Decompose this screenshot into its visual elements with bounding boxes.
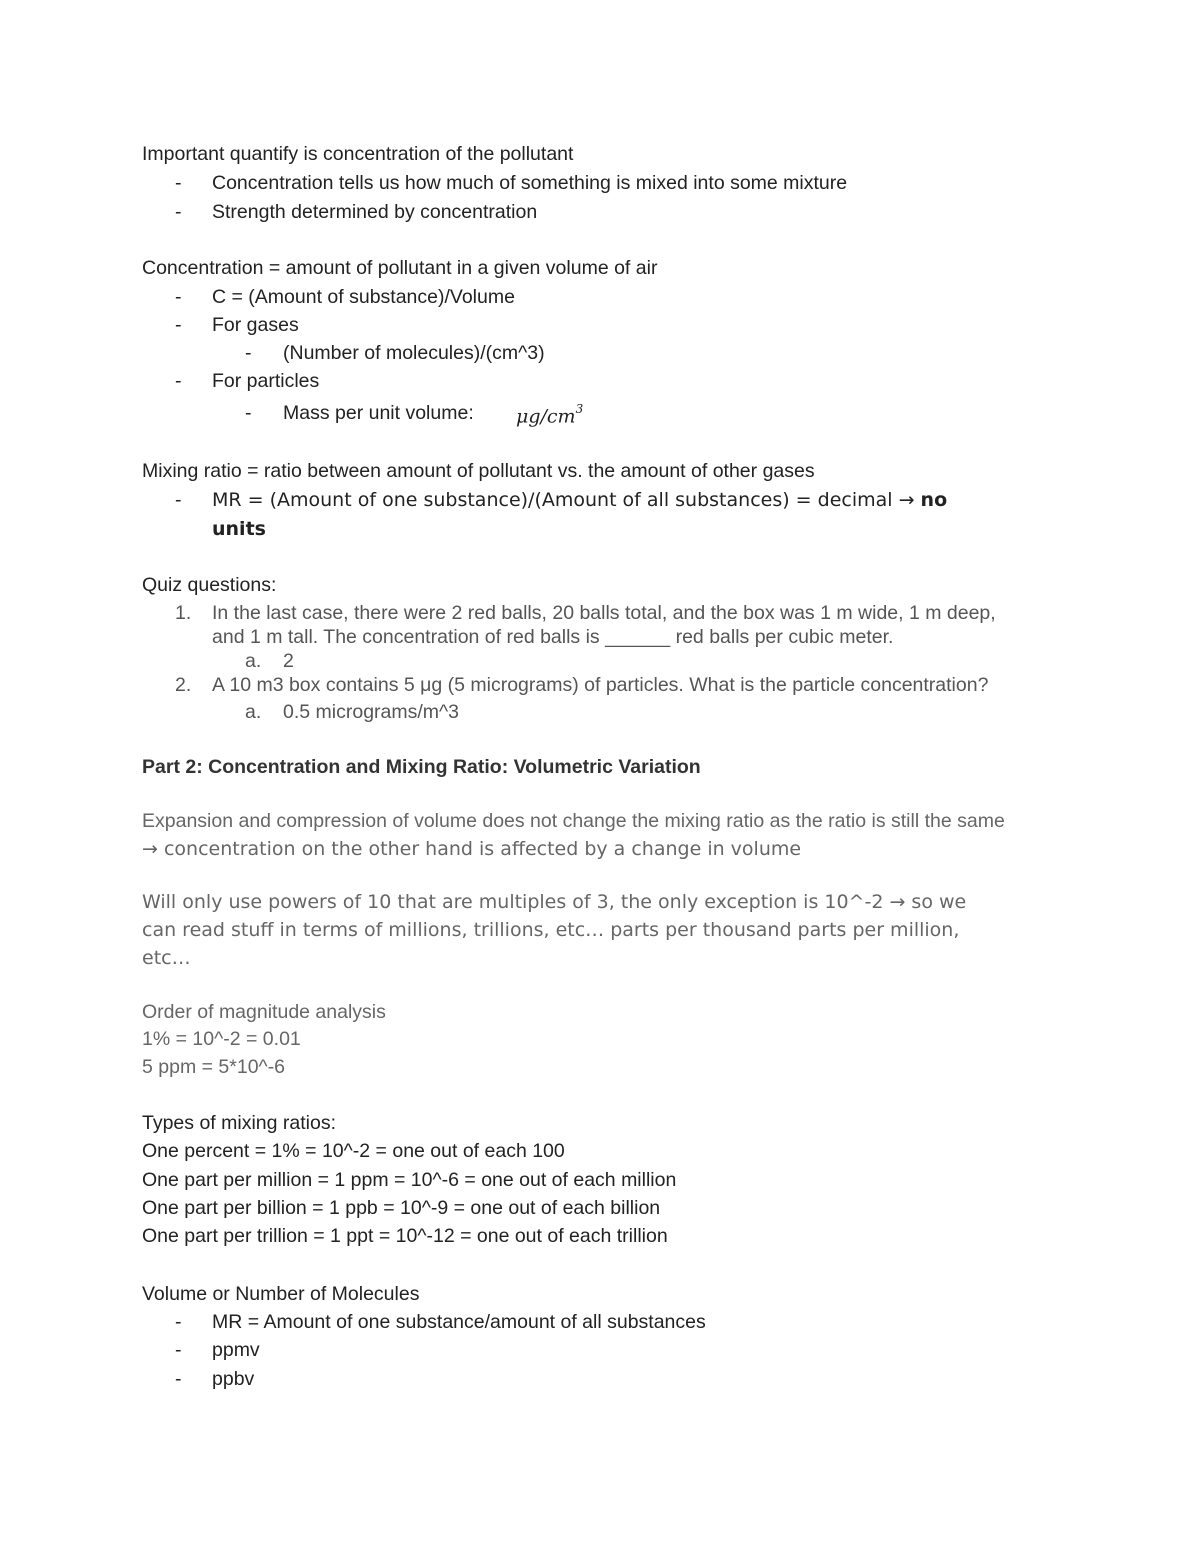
- part2-para2-line2: can read stuff in terms of millions, trillions, etc… parts per thousand parts per million,: [142, 919, 960, 941]
- no-units-bold: no: [920, 489, 948, 511]
- types-line-ppb: One part per billion = 1 ppb = 10^-9 = one out of each billion: [142, 1197, 661, 1219]
- part2-title: Part 2: Concentration and Mixing Ratio: Volumetric Variation: [142, 756, 701, 778]
- types-line-ppt: One part per trillion = 1 ppt = 10^-12 = one out of each trillion: [142, 1225, 668, 1247]
- block2-heading: Concentration = amount of pollutant in a given volume of air: [142, 257, 658, 279]
- bullet-dash: -: [175, 201, 182, 223]
- quiz-q2-answer-letter: a.: [245, 701, 262, 723]
- unit-formula-exponent: 3: [575, 402, 584, 416]
- quiz-q1-answer-letter: a.: [245, 650, 262, 672]
- block2-bullet-particles: For particles: [212, 370, 320, 392]
- volume-bullet-ppbv: ppbv: [212, 1368, 255, 1390]
- quiz-q2-answer: 0.5 micrograms/m^3: [283, 701, 460, 723]
- block1-bullet-2: Strength determined by concentration: [212, 201, 538, 223]
- magnitude-heading: Order of magnitude analysis: [142, 1001, 386, 1023]
- quiz-q2-line: A 10 m3 box contains 5 μg (5 micrograms) of particles. What is the particle concentration?: [212, 674, 989, 696]
- bullet-dash: -: [245, 342, 252, 364]
- part2-para1-line1: Expansion and compression of volume does not change the mixing ratio as the ratio is still the same: [142, 810, 1005, 832]
- quiz-heading: Quiz questions:: [142, 574, 277, 596]
- volume-heading: Volume or Number of Molecules: [142, 1283, 420, 1305]
- bullet-dash: -: [175, 314, 182, 336]
- bullet-dash: -: [175, 1311, 182, 1333]
- bullet-dash: -: [175, 1368, 182, 1390]
- quiz-q2-number: 2.: [175, 674, 192, 696]
- mixing-ratio-formula: [212, 491, 947, 510]
- types-line-ppm: One part per million = 1 ppm = 10^-6 = one out of each million: [142, 1169, 677, 1191]
- block1-heading: Important quantify is concentration of the pollutant: [142, 143, 574, 165]
- block2-bullet-gases: For gases: [212, 314, 299, 336]
- unit-formula-base: μg/cm: [516, 405, 576, 428]
- bullet-dash: -: [175, 489, 182, 511]
- quiz-q1-line1: In the last case, there were 2 red balls, 20 balls total, and the box was 1 m wide, 1 m deep,: [212, 602, 996, 624]
- units-bold: units: [212, 518, 266, 540]
- block1-bullet-1: Concentration tells us how much of something is mixed into some mixture: [212, 172, 848, 194]
- part2-para2-line1: Will only use powers of 10 that are multiples of 3, the only exception is 10^-2 → so we: [142, 891, 967, 913]
- magnitude-line-1: 1% = 10^-2 = 0.01: [142, 1028, 301, 1050]
- volume-bullet-mr: MR = Amount of one substance/amount of all substances: [212, 1311, 706, 1333]
- bullet-dash: -: [175, 1339, 182, 1361]
- mixing-ratio-formula-text: MR = (Amount of one substance)/(Amount of all substances) = decimal →: [212, 489, 915, 511]
- part2-para1-line2: → concentration on the other hand is affected by a change in volume: [142, 838, 802, 860]
- quiz-q1-answer: 2: [283, 650, 294, 672]
- types-heading: Types of mixing ratios:: [142, 1112, 336, 1134]
- block2-sub-gases: (Number of molecules)/(cm^3): [283, 342, 545, 364]
- bullet-dash: -: [175, 286, 182, 308]
- bullet-dash: -: [245, 402, 252, 424]
- block3-heading: Mixing ratio = ratio between amount of pollutant vs. the amount of other gases: [142, 460, 815, 482]
- part2-para2-line3: etc…: [142, 947, 191, 969]
- magnitude-line-2: 5 ppm = 5*10^-6: [142, 1056, 286, 1078]
- quiz-q1-number: 1.: [175, 602, 192, 624]
- quiz-q1-line2: and 1 m tall. The concentration of red balls is ______ red balls per cubic meter.: [212, 626, 894, 648]
- unit-formula: [516, 402, 584, 428]
- block2-sub-particles: Mass per unit volume:: [283, 402, 474, 424]
- volume-bullet-ppmv: ppmv: [212, 1339, 260, 1361]
- block2-bullet-formula: C = (Amount of substance)/Volume: [212, 286, 515, 308]
- types-line-percent: One percent = 1% = 10^-2 = one out of each 100: [142, 1140, 565, 1162]
- bullet-dash: -: [175, 370, 182, 392]
- bullet-dash: -: [175, 172, 182, 194]
